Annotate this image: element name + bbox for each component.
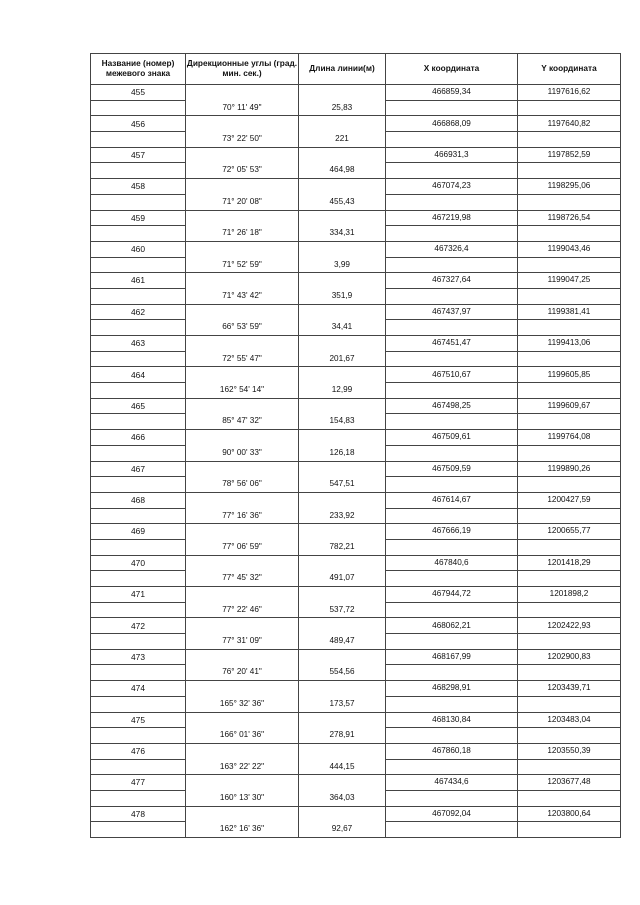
empty-cell <box>91 696 186 712</box>
x-coordinate: 467327,64 <box>386 273 518 289</box>
table-row <box>91 116 621 132</box>
empty-cell <box>299 241 386 257</box>
line-length: 3,99 <box>299 257 386 273</box>
table-row <box>91 210 621 226</box>
line-length: 464,98 <box>299 163 386 179</box>
header-bearing-angle: Дирекционные углы (град. мин. сек.) <box>186 54 299 85</box>
empty-cell <box>186 743 299 759</box>
table-header <box>91 54 621 85</box>
table-row <box>91 634 621 650</box>
table-row <box>91 179 621 195</box>
empty-cell <box>186 241 299 257</box>
table-row <box>91 100 621 116</box>
table-row <box>91 571 621 587</box>
empty-cell <box>186 775 299 791</box>
line-length: 233,92 <box>299 508 386 524</box>
empty-cell <box>91 822 186 838</box>
line-length: 278,91 <box>299 728 386 744</box>
table-row <box>91 696 621 712</box>
empty-cell <box>299 85 386 101</box>
empty-cell <box>386 414 518 430</box>
empty-cell <box>299 210 386 226</box>
table-row <box>91 524 621 540</box>
empty-cell <box>91 257 186 273</box>
bearing-angle: 77° 45' 32" <box>186 571 299 587</box>
table-row <box>91 775 621 791</box>
boundary-mark-name: 468 <box>91 492 186 508</box>
y-coordinate: 1198295,06 <box>518 179 621 195</box>
empty-cell <box>186 398 299 414</box>
table-row <box>91 492 621 508</box>
empty-cell <box>386 351 518 367</box>
line-length: 351,9 <box>299 288 386 304</box>
empty-cell <box>91 163 186 179</box>
empty-cell <box>386 194 518 210</box>
y-coordinate: 1197616,62 <box>518 85 621 101</box>
table-row <box>91 241 621 257</box>
empty-cell <box>386 728 518 744</box>
y-coordinate: 1202900,83 <box>518 649 621 665</box>
empty-cell <box>91 226 186 242</box>
bearing-angle: 77° 06' 59" <box>186 539 299 555</box>
bearing-angle: 76° 20' 41" <box>186 665 299 681</box>
header-boundary-mark-name: Название (номер) межевого знака <box>91 54 186 85</box>
line-length: 173,57 <box>299 696 386 712</box>
empty-cell <box>386 383 518 399</box>
table-row <box>91 194 621 210</box>
y-coordinate: 1199764,08 <box>518 430 621 446</box>
empty-cell <box>91 508 186 524</box>
empty-cell <box>186 806 299 822</box>
bearing-angle: 162° 16' 36" <box>186 822 299 838</box>
empty-cell <box>386 132 518 148</box>
line-length: 491,07 <box>299 571 386 587</box>
empty-cell <box>186 116 299 132</box>
empty-cell <box>518 508 621 524</box>
x-coordinate: 467437,97 <box>386 304 518 320</box>
x-coordinate: 467860,18 <box>386 743 518 759</box>
x-coordinate: 467666,19 <box>386 524 518 540</box>
empty-cell <box>299 743 386 759</box>
empty-cell <box>518 790 621 806</box>
x-coordinate: 467510,67 <box>386 367 518 383</box>
table-row <box>91 147 621 163</box>
x-coordinate: 468298,91 <box>386 681 518 697</box>
empty-cell <box>186 147 299 163</box>
empty-cell <box>299 367 386 383</box>
table-row <box>91 790 621 806</box>
empty-cell <box>518 320 621 336</box>
boundary-mark-name: 464 <box>91 367 186 383</box>
table-row <box>91 555 621 571</box>
bearing-angle: 162° 54' 14" <box>186 383 299 399</box>
line-length: 554,56 <box>299 665 386 681</box>
bearing-angle: 90° 00' 33" <box>186 445 299 461</box>
table-row <box>91 288 621 304</box>
x-coordinate: 467509,61 <box>386 430 518 446</box>
empty-cell <box>518 696 621 712</box>
boundary-mark-name: 470 <box>91 555 186 571</box>
boundary-mark-name: 459 <box>91 210 186 226</box>
empty-cell <box>518 226 621 242</box>
empty-cell <box>91 634 186 650</box>
empty-cell <box>186 304 299 320</box>
boundary-mark-name: 467 <box>91 461 186 477</box>
empty-cell <box>186 587 299 603</box>
boundary-mark-name: 462 <box>91 304 186 320</box>
bearing-angle: 71° 26' 18" <box>186 226 299 242</box>
empty-cell <box>518 571 621 587</box>
empty-cell <box>299 712 386 728</box>
empty-cell <box>299 179 386 195</box>
empty-cell <box>299 555 386 571</box>
empty-cell <box>91 288 186 304</box>
empty-cell <box>518 414 621 430</box>
x-coordinate: 467451,47 <box>386 336 518 352</box>
empty-cell <box>518 602 621 618</box>
y-coordinate: 1203677,48 <box>518 775 621 791</box>
empty-cell <box>299 492 386 508</box>
bearing-angle: 166° 01' 36" <box>186 728 299 744</box>
empty-cell <box>91 445 186 461</box>
y-coordinate: 1197640,82 <box>518 116 621 132</box>
boundary-mark-name: 478 <box>91 806 186 822</box>
empty-cell <box>299 147 386 163</box>
x-coordinate: 466931,3 <box>386 147 518 163</box>
table-row <box>91 257 621 273</box>
line-length: 221 <box>299 132 386 148</box>
table-row <box>91 539 621 555</box>
empty-cell <box>299 273 386 289</box>
line-length: 547,51 <box>299 477 386 493</box>
x-coordinate: 467434,6 <box>386 775 518 791</box>
x-coordinate: 467498,25 <box>386 398 518 414</box>
empty-cell <box>386 696 518 712</box>
bearing-angle: 78° 56' 06" <box>186 477 299 493</box>
empty-cell <box>518 759 621 775</box>
x-coordinate: 468130,84 <box>386 712 518 728</box>
y-coordinate: 1199047,25 <box>518 273 621 289</box>
y-coordinate: 1203483,04 <box>518 712 621 728</box>
empty-cell <box>518 634 621 650</box>
line-length: 34,41 <box>299 320 386 336</box>
y-coordinate: 1200427,59 <box>518 492 621 508</box>
boundary-mark-name: 475 <box>91 712 186 728</box>
y-coordinate: 1199381,41 <box>518 304 621 320</box>
bearing-angle: 165° 32' 36" <box>186 696 299 712</box>
table-row <box>91 728 621 744</box>
boundary-mark-name: 457 <box>91 147 186 163</box>
empty-cell <box>386 163 518 179</box>
boundary-mark-name: 465 <box>91 398 186 414</box>
boundary-mark-name: 461 <box>91 273 186 289</box>
y-coordinate: 1203550,39 <box>518 743 621 759</box>
line-length: 489,47 <box>299 634 386 650</box>
empty-cell <box>518 445 621 461</box>
empty-cell <box>91 351 186 367</box>
empty-cell <box>186 524 299 540</box>
empty-cell <box>91 132 186 148</box>
empty-cell <box>186 273 299 289</box>
table-row <box>91 383 621 399</box>
empty-cell <box>186 492 299 508</box>
bearing-angle: 71° 20' 08" <box>186 194 299 210</box>
empty-cell <box>186 461 299 477</box>
y-coordinate: 1198726,54 <box>518 210 621 226</box>
boundary-mark-name: 469 <box>91 524 186 540</box>
line-length: 537,72 <box>299 602 386 618</box>
empty-cell <box>518 539 621 555</box>
y-coordinate: 1199043,46 <box>518 241 621 257</box>
boundary-mark-name: 456 <box>91 116 186 132</box>
boundary-mark-name: 466 <box>91 430 186 446</box>
empty-cell <box>386 445 518 461</box>
boundary-coordinates-document <box>90 53 620 838</box>
y-coordinate: 1199890,26 <box>518 461 621 477</box>
table-row <box>91 743 621 759</box>
y-coordinate: 1199605,85 <box>518 367 621 383</box>
table-row <box>91 336 621 352</box>
line-length: 201,67 <box>299 351 386 367</box>
table-row <box>91 477 621 493</box>
empty-cell <box>186 430 299 446</box>
coordinates-table <box>90 53 621 838</box>
empty-cell <box>186 85 299 101</box>
empty-cell <box>186 367 299 383</box>
x-coordinate: 467944,72 <box>386 587 518 603</box>
empty-cell <box>386 320 518 336</box>
empty-cell <box>386 508 518 524</box>
empty-cell <box>386 822 518 838</box>
empty-cell <box>299 116 386 132</box>
table-row <box>91 414 621 430</box>
table-row <box>91 822 621 838</box>
line-length: 126,18 <box>299 445 386 461</box>
y-coordinate: 1200655,77 <box>518 524 621 540</box>
line-length: 782,21 <box>299 539 386 555</box>
x-coordinate: 468062,21 <box>386 618 518 634</box>
empty-cell <box>299 775 386 791</box>
line-length: 455,43 <box>299 194 386 210</box>
boundary-mark-name: 476 <box>91 743 186 759</box>
empty-cell <box>91 320 186 336</box>
bearing-angle: 77° 16' 36" <box>186 508 299 524</box>
y-coordinate: 1203439,71 <box>518 681 621 697</box>
x-coordinate: 467219,98 <box>386 210 518 226</box>
x-coordinate: 467840,6 <box>386 555 518 571</box>
bearing-angle: 73° 22' 50" <box>186 132 299 148</box>
empty-cell <box>386 257 518 273</box>
header-y-coordinate: Y координата <box>518 54 621 85</box>
bearing-angle: 163° 22' 22" <box>186 759 299 775</box>
empty-cell <box>518 257 621 273</box>
empty-cell <box>386 665 518 681</box>
table-row <box>91 806 621 822</box>
empty-cell <box>299 806 386 822</box>
boundary-mark-name: 472 <box>91 618 186 634</box>
empty-cell <box>518 194 621 210</box>
bearing-angle: 66° 53' 59" <box>186 320 299 336</box>
table-row <box>91 132 621 148</box>
empty-cell <box>386 100 518 116</box>
empty-cell <box>91 571 186 587</box>
table-row <box>91 163 621 179</box>
empty-cell <box>91 100 186 116</box>
bearing-angle: 71° 52' 59" <box>186 257 299 273</box>
bearing-angle: 85° 47' 32" <box>186 414 299 430</box>
header-line-length: Длина линии(м) <box>299 54 386 85</box>
table-row <box>91 304 621 320</box>
empty-cell <box>518 477 621 493</box>
empty-cell <box>186 179 299 195</box>
empty-cell <box>186 618 299 634</box>
empty-cell <box>386 226 518 242</box>
boundary-mark-name: 471 <box>91 587 186 603</box>
empty-cell <box>91 414 186 430</box>
table-row <box>91 351 621 367</box>
boundary-mark-name: 463 <box>91 336 186 352</box>
empty-cell <box>299 336 386 352</box>
table-row <box>91 85 621 101</box>
empty-cell <box>386 477 518 493</box>
header-x-coordinate: X координата <box>386 54 518 85</box>
x-coordinate: 467509,59 <box>386 461 518 477</box>
y-coordinate: 1201898,2 <box>518 587 621 603</box>
line-length: 154,83 <box>299 414 386 430</box>
empty-cell <box>91 477 186 493</box>
table-row <box>91 587 621 603</box>
empty-cell <box>186 712 299 728</box>
table-row <box>91 508 621 524</box>
line-length: 444,15 <box>299 759 386 775</box>
table-row <box>91 398 621 414</box>
bearing-angle: 77° 31' 09" <box>186 634 299 650</box>
empty-cell <box>186 210 299 226</box>
line-length: 25,83 <box>299 100 386 116</box>
empty-cell <box>299 618 386 634</box>
empty-cell <box>91 759 186 775</box>
empty-cell <box>518 163 621 179</box>
table-row <box>91 430 621 446</box>
bearing-angle: 72° 55' 47" <box>186 351 299 367</box>
empty-cell <box>518 822 621 838</box>
empty-cell <box>299 524 386 540</box>
y-coordinate: 1202422,93 <box>518 618 621 634</box>
empty-cell <box>518 132 621 148</box>
y-coordinate: 1197852,59 <box>518 147 621 163</box>
empty-cell <box>386 571 518 587</box>
empty-cell <box>91 790 186 806</box>
x-coordinate: 467074,23 <box>386 179 518 195</box>
table-row <box>91 226 621 242</box>
empty-cell <box>186 681 299 697</box>
empty-cell <box>91 383 186 399</box>
table-row <box>91 681 621 697</box>
x-coordinate: 467614,67 <box>386 492 518 508</box>
bearing-angle: 77° 22' 46" <box>186 602 299 618</box>
x-coordinate: 467092,04 <box>386 806 518 822</box>
empty-cell <box>299 681 386 697</box>
empty-cell <box>91 602 186 618</box>
empty-cell <box>299 461 386 477</box>
bearing-angle: 72° 05' 53" <box>186 163 299 179</box>
empty-cell <box>299 430 386 446</box>
empty-cell <box>299 398 386 414</box>
empty-cell <box>299 587 386 603</box>
empty-cell <box>186 555 299 571</box>
boundary-mark-name: 455 <box>91 85 186 101</box>
empty-cell <box>518 100 621 116</box>
empty-cell <box>518 351 621 367</box>
boundary-mark-name: 458 <box>91 179 186 195</box>
empty-cell <box>386 288 518 304</box>
empty-cell <box>91 728 186 744</box>
empty-cell <box>186 649 299 665</box>
empty-cell <box>518 665 621 681</box>
boundary-mark-name: 474 <box>91 681 186 697</box>
table-row <box>91 649 621 665</box>
boundary-mark-name: 460 <box>91 241 186 257</box>
x-coordinate: 467326,4 <box>386 241 518 257</box>
y-coordinate: 1201418,29 <box>518 555 621 571</box>
bearing-angle: 70° 11' 49" <box>186 100 299 116</box>
x-coordinate: 466868,09 <box>386 116 518 132</box>
table-row <box>91 712 621 728</box>
empty-cell <box>386 602 518 618</box>
table-body <box>91 85 621 838</box>
empty-cell <box>91 539 186 555</box>
empty-cell <box>518 728 621 744</box>
y-coordinate: 1199413,06 <box>518 336 621 352</box>
line-length: 12,99 <box>299 383 386 399</box>
x-coordinate: 466859,34 <box>386 85 518 101</box>
empty-cell <box>386 539 518 555</box>
empty-cell <box>299 304 386 320</box>
table-row <box>91 445 621 461</box>
empty-cell <box>518 288 621 304</box>
empty-cell <box>386 634 518 650</box>
line-length: 364,03 <box>299 790 386 806</box>
table-row <box>91 618 621 634</box>
bearing-angle: 71° 43' 42" <box>186 288 299 304</box>
empty-cell <box>386 759 518 775</box>
empty-cell <box>518 383 621 399</box>
table-row <box>91 367 621 383</box>
empty-cell <box>186 336 299 352</box>
table-row <box>91 273 621 289</box>
empty-cell <box>386 790 518 806</box>
table-row <box>91 665 621 681</box>
x-coordinate: 468167,99 <box>386 649 518 665</box>
boundary-mark-name: 473 <box>91 649 186 665</box>
boundary-mark-name: 477 <box>91 775 186 791</box>
bearing-angle: 160° 13' 30" <box>186 790 299 806</box>
y-coordinate: 1199609,67 <box>518 398 621 414</box>
table-row <box>91 461 621 477</box>
header-row <box>91 54 621 85</box>
table-row <box>91 759 621 775</box>
y-coordinate: 1203800,64 <box>518 806 621 822</box>
empty-cell <box>91 194 186 210</box>
empty-cell <box>299 649 386 665</box>
table-row <box>91 320 621 336</box>
table-row <box>91 602 621 618</box>
empty-cell <box>91 665 186 681</box>
line-length: 92,67 <box>299 822 386 838</box>
line-length: 334,31 <box>299 226 386 242</box>
